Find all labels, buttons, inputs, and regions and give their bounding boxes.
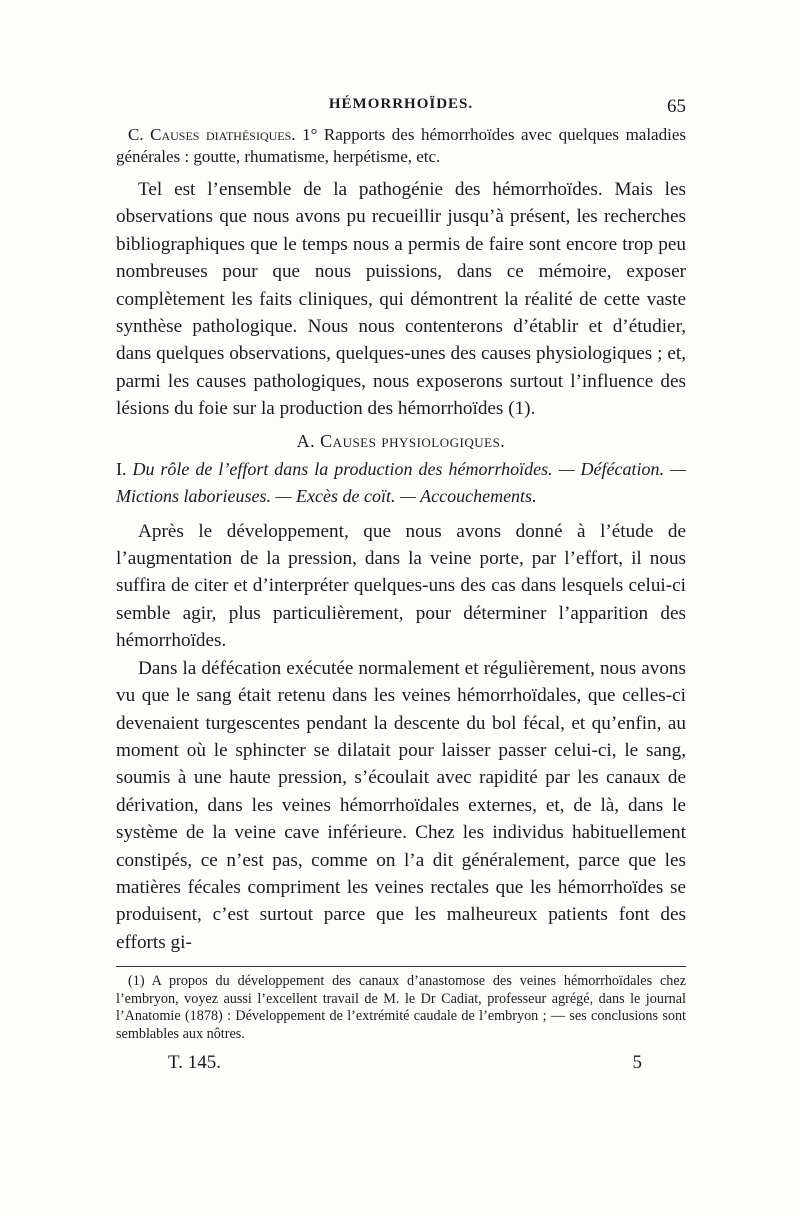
intro-paragraph: [116, 124, 686, 168]
running-head: [116, 96, 686, 120]
running-head-title: HÉMORRHOÏDES.: [328, 96, 474, 112]
body-paragraph: Dans la défécation exécutée normalement et régulièrement, nous avons vu que le sang était retenu dans les veines hémorrhoïdales, que celles-ci devenaient turgescentes pendant la descente du bol fécal, et qu’enfin, au moment où le sphincter se dilatait pour laisser passer celui-ci, le sang, soumis à une haute pression, s’écoulait avec rapidité par les canaux de dérivation, dans les veines hémorrhoïdales externes, et, de là, dans le système de la veine cave inférieure. Chez les individus habituellement constipés, ce n’est pas, comme on l’a dit généralement, parce que les matières fécales compriment les veines rectales que les hémorrhoïdes se produisent, c’est surtout parce que les malheureux patients font des efforts gi-: [116, 657, 686, 953]
footnote: (1) A propos du développement des canaux d’anastomose des veines hémorrhoïdales chez l’embryon, voyez aussi l’excellent travail de M. le Dr Cadiat, professeur agrégé, dans le journal l’Anatomie (1878) : Développement de l’extrémité caudale de l’embryon ; — ses conclusions sont semblables aux nôtres.: [116, 973, 686, 1042]
signature-line: [116, 1048, 686, 1078]
subsection-number: I.: [116, 458, 127, 479]
intro-label: C. Causes diathésiques.: [128, 125, 296, 144]
intro-text: 1° Rapports des hémorrhoïdes avec quelques maladies générales : goutte, rhumatisme, herpétisme, etc.: [116, 125, 686, 166]
section-heading: A. Causes physiologiques.: [296, 430, 506, 451]
book-page: [116, 96, 686, 1078]
volume-mark: T. 145.: [168, 1051, 221, 1073]
footnote-rule: [116, 966, 686, 967]
subsection-heading: [116, 456, 686, 510]
signature-mark: 5: [632, 1051, 642, 1073]
body-paragraph: Après le développement, que nous avons donné à l’étude de l’augmentation de la pression, dans la veine porte, par l’effort, il nous suffira de citer et d’interpréter quelques-uns des cas dans lesquels celui-ci semble agir, plus particulièrement, pour déterminer l’apparition des hémorrhoïdes.: [116, 520, 686, 652]
subsection-title: Du rôle de l’effort dans la production des hémorrhoïdes. — Défécation. — Mictions laborieuses. — Excès de coït. — Accouchements.: [116, 458, 686, 506]
page-number: 65: [667, 96, 686, 117]
body-paragraph: Tel est l’ensemble de la pathogénie des hémorrhoïdes. Mais les observations que nous avons pu recueillir jusqu’à présent, les recherches bibliographiques que le temps nous a permis de faire sont encore trop peu nombreuses pour que nous puissions, dans ce mémoire, exposer complètement les faits cliniques, qui démontrent la réalité de cette vaste synthèse pathologique. Nous nous contenterons d’établir et d’étudier, dans quelques observations, quelques-unes des causes physiologiques ; et, parmi les causes pathologiques, nous exposerons surtout l’influence des lésions du foie sur la production des hémorrhoïdes (1).: [116, 179, 686, 420]
